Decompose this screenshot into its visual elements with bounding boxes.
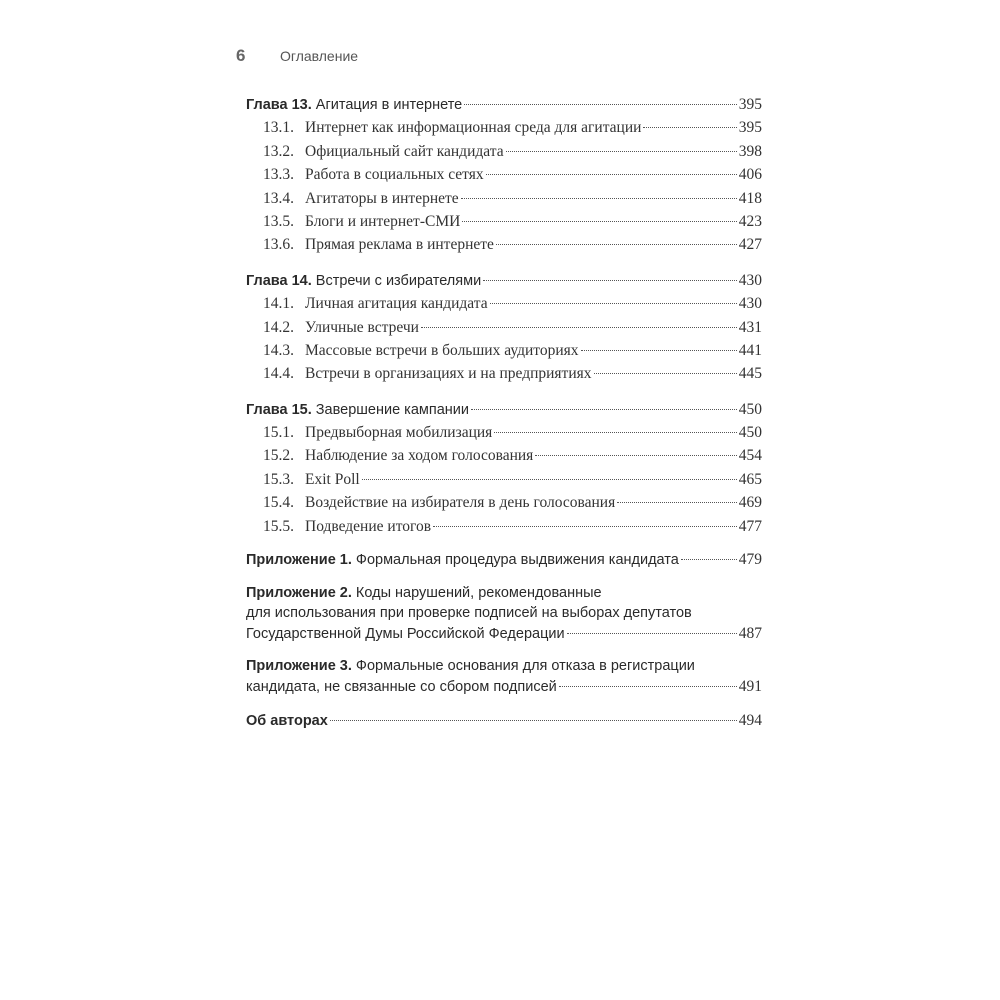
section-entry[interactable]: [246, 339, 762, 362]
section-entry[interactable]: [246, 140, 762, 163]
running-title: Оглавление: [280, 48, 359, 64]
section-title: Встречи в организациях и на предприятиях: [305, 365, 592, 383]
appendix-entry[interactable]: [246, 583, 762, 645]
page-ref: 431: [738, 318, 762, 336]
spacer: [246, 386, 762, 398]
section-entry[interactable]: [246, 515, 762, 538]
section-title: Воздействие на избирателя в день голосования: [305, 494, 616, 512]
dot-leader: [496, 244, 737, 245]
spacer: [246, 697, 762, 709]
section-number: 15.1.: [263, 424, 294, 442]
chapter-label: Глава 14.: [246, 272, 312, 289]
section-number: 14.4.: [263, 365, 294, 383]
spacer: [246, 571, 762, 583]
section-title: Интернет как информационная среда для агитации: [305, 119, 642, 137]
appendix-text: кандидата, не связанные со сбором подписей: [246, 678, 557, 695]
page-ref: 395: [738, 96, 762, 113]
dot-leader: [483, 280, 737, 281]
chapter-entry[interactable]: [246, 93, 762, 116]
chapter-label: Глава 15.: [246, 401, 312, 418]
dot-leader: [535, 455, 736, 456]
appendix-line: [246, 550, 762, 571]
chapter-entry[interactable]: [246, 398, 762, 421]
chapter-title: [246, 270, 481, 293]
dot-leader: [330, 720, 737, 721]
section-title: Массовые встречи в больших аудиториях: [305, 341, 579, 359]
section-number: 13.6.: [263, 236, 294, 254]
dot-leader: [494, 432, 736, 433]
dot-leader: [486, 174, 737, 175]
section-title: Официальный сайт кандидата: [305, 142, 504, 160]
dot-leader: [559, 686, 737, 687]
page-number: 6: [236, 46, 246, 65]
chapter-title: [246, 94, 462, 117]
page-ref: 494: [738, 712, 762, 730]
appendix-label: Приложение 3.: [246, 658, 352, 675]
dot-leader: [362, 479, 737, 480]
appendix-line: [246, 603, 762, 624]
section-entry[interactable]: [246, 187, 762, 210]
page-ref: 465: [738, 470, 762, 488]
page-ref: 487: [738, 624, 762, 642]
page-ref: 418: [738, 189, 762, 207]
dot-leader: [643, 127, 736, 128]
section-title: Предвыборная мобилизация: [305, 424, 493, 442]
section-number: 15.4.: [263, 494, 294, 512]
dot-leader: [464, 104, 737, 105]
section-title: Прямая реклама в интернете: [305, 236, 494, 254]
section-entry[interactable]: [246, 163, 762, 186]
section-number: 14.3.: [263, 341, 294, 359]
chapter-name: Встречи с избирателями: [315, 272, 482, 289]
section-title: Работа в социальных сетях: [305, 166, 484, 184]
spacer: [246, 257, 762, 269]
section-number: 15.3.: [263, 470, 294, 488]
section-title: Exit Poll: [305, 470, 360, 488]
dot-leader: [433, 526, 737, 527]
dot-leader: [617, 502, 737, 503]
section-title: Блоги и интернет-СМИ: [305, 212, 461, 230]
about-label: Об авторах: [246, 713, 328, 730]
section-entry[interactable]: [246, 444, 762, 467]
page-ref: 450: [738, 400, 762, 418]
chapter-name: Завершение кампании: [315, 401, 469, 418]
section-number: 14.1.: [263, 295, 294, 313]
section-number: 13.1.: [263, 119, 294, 137]
section-number: 15.2.: [263, 447, 294, 465]
dot-leader: [681, 559, 737, 560]
table-of-contents: [246, 93, 762, 732]
page-ref: 450: [738, 424, 762, 442]
chapter-title: [246, 399, 469, 422]
section-title: Агитаторы в интернете: [305, 189, 459, 207]
section-entry[interactable]: [246, 292, 762, 315]
chapter-name: Агитация в интернете: [315, 97, 463, 113]
page-ref: 430: [738, 271, 762, 289]
spacer: [246, 538, 762, 550]
page-ref: 441: [738, 341, 762, 359]
section-entry[interactable]: [246, 116, 762, 139]
section-entry[interactable]: [246, 468, 762, 491]
section-number: 13.4.: [263, 189, 294, 207]
section-title: Уличные встречи: [305, 318, 419, 336]
appendix-label: Приложение 1.: [246, 552, 352, 569]
section-number: 13.5.: [263, 212, 294, 230]
page-ref: 477: [738, 517, 762, 535]
section-entry[interactable]: [246, 421, 762, 444]
appendix-text: Формальные основания для отказа в регистрации: [355, 658, 695, 675]
section-entry[interactable]: [246, 491, 762, 514]
appendix-text: Государственной Думы Российской Федерации: [246, 625, 565, 642]
dot-leader: [567, 633, 737, 634]
page-ref: 423: [738, 212, 762, 230]
appendix-label: Приложение 2.: [246, 584, 352, 601]
appendix-entry[interactable]: [246, 550, 762, 571]
section-number: 13.2.: [263, 142, 294, 160]
appendix-text: Формальная процедура выдвижения кандидата: [355, 552, 679, 569]
page-ref: 491: [738, 677, 762, 695]
about-authors-entry[interactable]: [246, 709, 762, 732]
page-ref: 406: [738, 166, 762, 184]
chapter-label: Глава 13.: [246, 97, 312, 113]
page-ref: 395: [738, 119, 762, 137]
page-ref: 454: [738, 447, 762, 465]
dot-leader: [490, 303, 737, 304]
page-ref: 469: [738, 494, 762, 512]
page-ref: 430: [738, 295, 762, 313]
appendix-line: [246, 656, 762, 677]
appendix-line: [246, 677, 762, 698]
chapter-entry[interactable]: [246, 269, 762, 292]
section-entry[interactable]: [246, 316, 762, 339]
dot-leader: [506, 151, 737, 152]
appendix-entry[interactable]: [246, 656, 762, 697]
section-number: 15.5.: [263, 517, 294, 535]
appendix-text: Коды нарушений, рекомендованные: [355, 584, 602, 601]
dot-leader: [581, 350, 737, 351]
dot-leader: [421, 327, 737, 328]
dot-leader: [471, 409, 737, 410]
appendix-line: [246, 583, 762, 604]
appendix-line: [246, 624, 762, 645]
dot-leader: [461, 198, 737, 199]
section-title: Личная агитация кандидата: [305, 295, 488, 313]
appendix-text: для использования при проверке подписей на выборах депутатов: [246, 605, 692, 622]
section-title: Подведение итогов: [305, 517, 432, 535]
section-number: 13.3.: [263, 166, 294, 184]
section-number: 14.2.: [263, 318, 294, 336]
section-entry[interactable]: [246, 210, 762, 233]
spacer: [246, 644, 762, 656]
page-ref: 427: [738, 236, 762, 254]
dot-leader: [462, 221, 736, 222]
page-ref: 445: [738, 365, 762, 383]
section-entry[interactable]: [246, 362, 762, 385]
section-entry[interactable]: [246, 233, 762, 256]
page-ref: 479: [738, 551, 762, 569]
page-ref: 398: [738, 142, 762, 160]
dot-leader: [594, 373, 737, 374]
section-title: Наблюдение за ходом голосования: [305, 447, 534, 465]
